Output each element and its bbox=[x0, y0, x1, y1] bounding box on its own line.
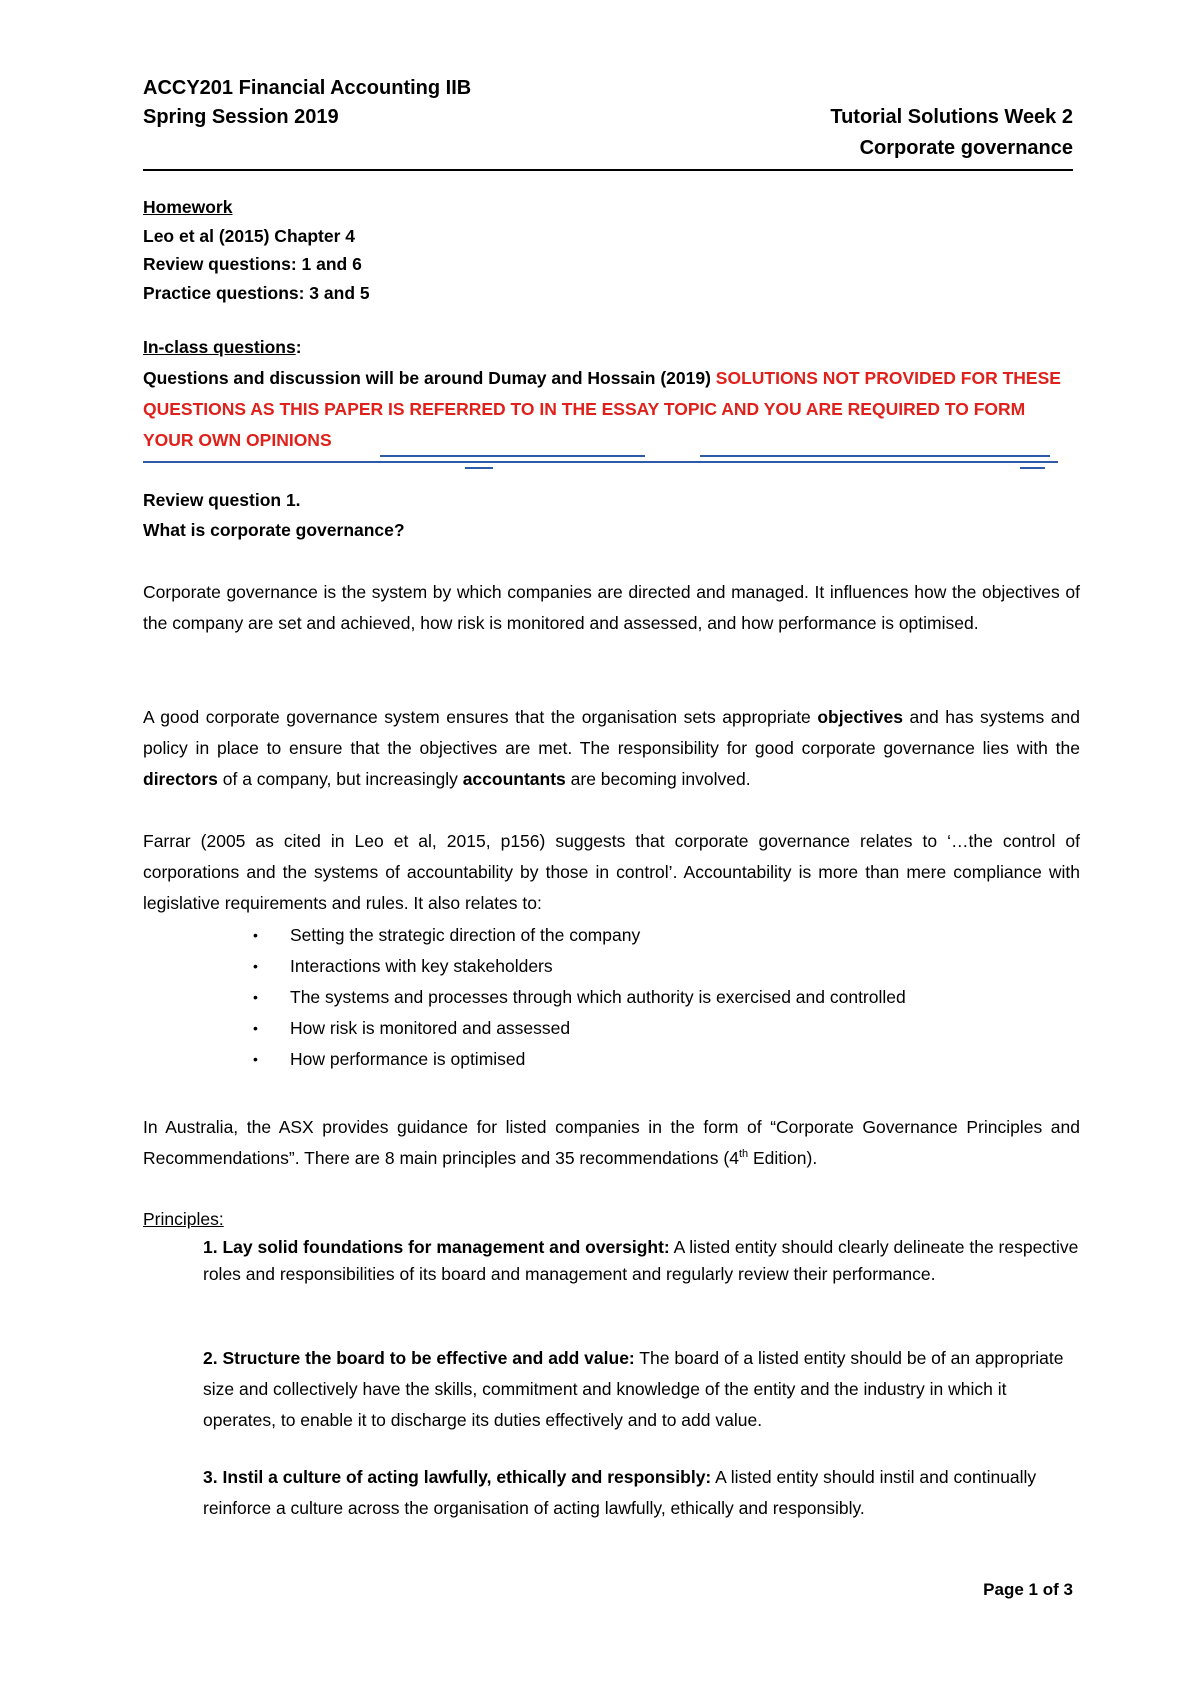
document-title: Tutorial Solutions Week 2 bbox=[830, 106, 1073, 128]
homework-chapter: Leo et al (2015) Chapter 4 bbox=[143, 225, 356, 246]
page-number: Page 1 of 3 bbox=[983, 1580, 1073, 1599]
homework-review-questions: Review questions: 1 and 6 bbox=[143, 254, 362, 274]
course-title: ACCY201 Financial Accounting IIB bbox=[143, 77, 472, 99]
answer-paragraph-2: A good corporate governance system ensures that the organisation sets appropriate objectives and has systems and policy in place to ensure that the objectives are met. The responsibility for good corporate governance lies with the directors of a company, but increasingly accountants are becoming involved. bbox=[143, 707, 1080, 789]
in-class-section bbox=[143, 332, 1078, 456]
bullet-icon: • bbox=[253, 927, 258, 943]
principle-title: 3. Instil a culture of acting lawfully, ethically and responsibly: bbox=[203, 1467, 712, 1487]
principle-3 bbox=[203, 1462, 1083, 1524]
keyword-directors: directors bbox=[143, 769, 218, 789]
answer-paragraph-4: In Australia, the ASX provides guidance for listed companies in the form of “Corporate Governance Principles and Recommendations”. There are 8 main principles and 35 recommendations (4th Edition). bbox=[143, 1117, 1080, 1168]
principle-title: 2. Structure the board to be effective and add value: bbox=[203, 1348, 635, 1368]
principle-2 bbox=[203, 1343, 1083, 1436]
homework-practice-questions: Practice questions: 3 and 5 bbox=[143, 282, 370, 303]
divider-line bbox=[700, 455, 1050, 457]
in-class-heading-colon: : bbox=[295, 337, 302, 357]
session-label: Spring Session 2019 bbox=[143, 106, 339, 128]
keyword-objectives: objectives bbox=[817, 707, 903, 727]
divider-line bbox=[465, 467, 493, 469]
list-item: • Interactions with key stakeholders bbox=[143, 951, 906, 982]
in-class-heading: In-class questions bbox=[143, 337, 296, 357]
bullet-icon: • bbox=[253, 989, 258, 1005]
answer-paragraph-3: Farrar (2005 as cited in Leo et al, 2015, p156) suggests that corporate governance relates to ‘…the control of corporations and the systems of accountability by those in control’. Accountability is more than mere compliance with legislative requirements and rules. It also relates to: bbox=[143, 831, 1080, 913]
principles-heading: Principles: bbox=[143, 1209, 224, 1229]
principle-1 bbox=[203, 1234, 1083, 1288]
bullet-icon: • bbox=[253, 958, 258, 974]
header-divider bbox=[143, 169, 1073, 171]
homework-heading: Homework bbox=[143, 197, 233, 217]
review-question-1 bbox=[143, 485, 405, 545]
list-item: • Setting the strategic direction of the company bbox=[143, 920, 906, 951]
principle-text: The board of a listed entity should be of an appropriate size and collectively have the skills, commitment and knowledge of the entity and the industry in which it operates, to enable it to discharge its duties effectively and to add value. bbox=[203, 1348, 1064, 1430]
principle-text: A listed entity should instil and continually reinforce a culture across the organisation of acting lawfully, ethically and responsibly. bbox=[203, 1467, 1037, 1518]
principle-title: 1. Lay solid foundations for management and oversight: bbox=[203, 1237, 670, 1257]
list-item: • How risk is monitored and assessed bbox=[143, 1013, 906, 1044]
review-question-text: What is corporate governance? bbox=[143, 520, 405, 540]
in-class-intro: Questions and discussion will be around Dumay and Hossain (2019) bbox=[143, 368, 716, 388]
in-class-text bbox=[143, 363, 1078, 456]
in-class-warning: SOLUTIONS NOT PROVIDED FOR THESE QUESTIONS AS THIS PAPER IS REFERRED TO IN THE ESSAY TOPIC AND YOU ARE REQUIRED TO FORM YOUR OWN OPINIONS bbox=[143, 368, 1061, 450]
divider-line bbox=[143, 461, 1058, 463]
bullet-icon: • bbox=[253, 1020, 258, 1036]
accountability-list bbox=[143, 920, 906, 1075]
divider-line bbox=[380, 455, 645, 457]
list-item: • How performance is optimised bbox=[143, 1044, 906, 1075]
review-question-label: Review question 1. bbox=[143, 490, 301, 510]
homework-section bbox=[143, 193, 370, 307]
divider-line bbox=[1020, 467, 1045, 469]
bullet-icon: • bbox=[253, 1051, 258, 1067]
principle-text: A listed entity should clearly delineate the respective roles and responsibilities of its board and management and regularly review their performance. bbox=[203, 1237, 1079, 1284]
topic-title: Corporate governance bbox=[859, 137, 1073, 159]
answer-paragraph-1: Corporate governance is the system by which companies are directed and managed. It influences how the objectives of the company are set and achieved, how risk is monitored and assessed, and how performance is optimised. bbox=[143, 582, 1080, 633]
list-item: • The systems and processes through which authority is exercised and controlled bbox=[143, 982, 906, 1013]
keyword-accountants: accountants bbox=[462, 769, 566, 789]
